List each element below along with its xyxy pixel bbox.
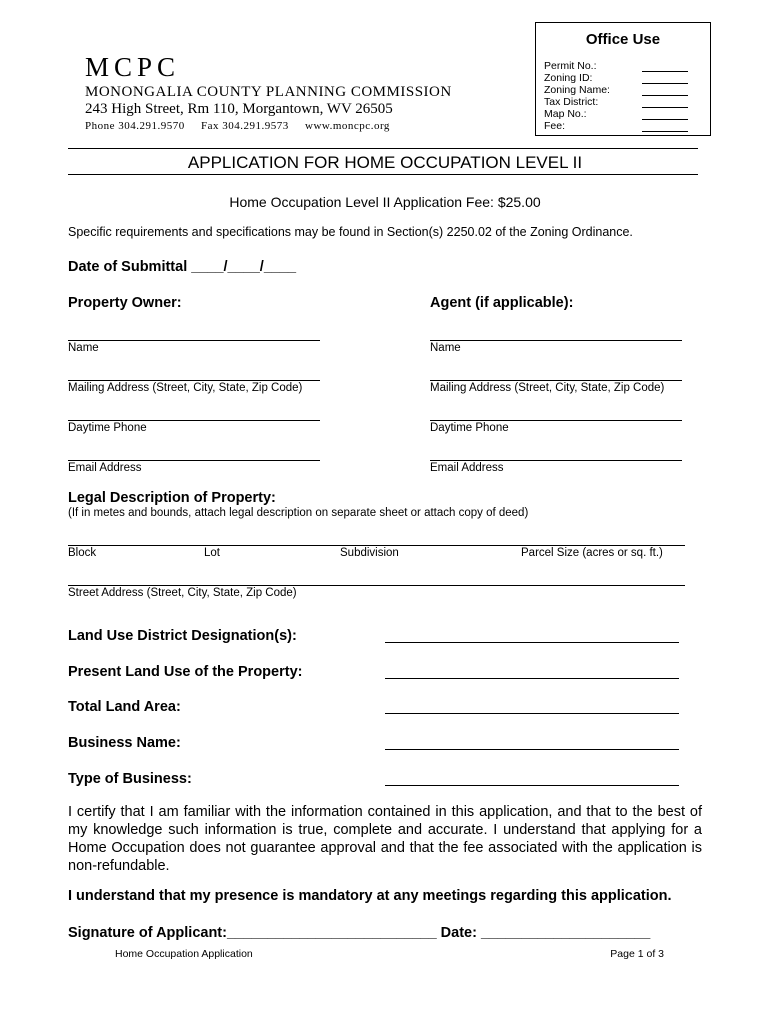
office-field-zoning-name	[544, 84, 704, 96]
title-rule-bottom	[68, 174, 698, 175]
title-rule-top	[68, 148, 698, 149]
office-use-box	[535, 22, 711, 136]
agent-email-label: Email Address	[430, 462, 504, 474]
legal-description-note: (If in metes and bounds, attach legal description on separate sheet or attach copy of deed)	[68, 507, 529, 519]
page-title: APPLICATION FOR HOME OCCUPATION LEVEL II	[187, 153, 583, 172]
business-name-line[interactable]	[385, 749, 679, 750]
owner-phone-line[interactable]	[68, 420, 320, 421]
owner-email-line[interactable]	[68, 460, 320, 461]
agent-address-label: Mailing Address (Street, City, State, Zip Code)	[430, 382, 665, 394]
office-field-tax-district	[544, 96, 704, 108]
land-use-district-label: Land Use District Designation(s):	[68, 628, 297, 644]
type-of-business-label: Type of Business:	[68, 771, 192, 787]
present-land-use-line[interactable]	[385, 678, 679, 679]
property-owner-heading: Property Owner:	[68, 295, 182, 311]
office-field-label: Tax District:	[544, 96, 599, 108]
parcel-size-label: Parcel Size (acres or sq. ft.)	[521, 547, 663, 559]
owner-name-line[interactable]	[68, 340, 320, 341]
office-field-label: Zoning Name:	[544, 84, 610, 96]
agent-email-line[interactable]	[430, 460, 682, 461]
lot-label: Lot	[204, 547, 220, 559]
office-field-label: Fee:	[544, 120, 566, 132]
legal-description-heading: Legal Description of Property:	[68, 490, 276, 506]
agency-logo: MCPC	[85, 52, 181, 82]
total-land-area-label: Total Land Area:	[68, 699, 181, 715]
agency-name: MONONGALIA COUNTY PLANNING COMMISSION	[85, 84, 452, 100]
agent-phone-line[interactable]	[430, 420, 682, 421]
date-of-submittal-field[interactable]: Date of Submittal ____/____/____	[68, 259, 297, 275]
subdivision-label: Subdivision	[340, 547, 399, 559]
agent-phone-label: Daytime Phone	[430, 422, 509, 434]
owner-name-label: Name	[68, 342, 99, 354]
block-label: Block	[68, 547, 97, 559]
requirements-note: Specific requirements and specifications may be found in Section(s) 2250.02 of the Zoning Ordinance.	[68, 225, 633, 239]
owner-address-line[interactable]	[68, 380, 320, 381]
office-field-label: Map No.:	[544, 108, 587, 120]
footer-form-name: Home Occupation Application	[115, 948, 253, 960]
office-field-zoning-id	[544, 72, 704, 84]
agent-name-label: Name	[430, 342, 461, 354]
office-field-line	[642, 131, 688, 132]
office-use-title: Office Use	[585, 31, 661, 48]
agent-address-line[interactable]	[430, 380, 682, 381]
office-field-label: Permit No.:	[544, 60, 597, 72]
agent-name-line[interactable]	[430, 340, 682, 341]
office-field-fee	[544, 120, 704, 132]
owner-phone-label: Daytime Phone	[68, 422, 147, 434]
street-address-label: Street Address (Street, City, State, Zip Code)	[68, 587, 297, 599]
footer-page-number: Page 1 of 3	[610, 948, 664, 960]
street-address-line[interactable]	[68, 585, 685, 586]
agent-heading: Agent (if applicable):	[430, 295, 574, 311]
mandatory-statement: I understand that my presence is mandatory at any meetings regarding this application.	[68, 888, 672, 904]
application-fee: Home Occupation Level II Application Fee: $25.00	[229, 194, 541, 210]
certification-statement: I certify that I am familiar with the information contained in this application, and that to the best of my knowledge such information is true, complete and accurate. I understand that applying for a Home Occupation does not guarantee approval and that the fee associated with the application is non-refundable.	[68, 804, 702, 874]
office-field-map-no	[544, 108, 704, 120]
owner-address-label: Mailing Address (Street, City, State, Zip Code)	[68, 382, 303, 394]
signature-date-field[interactable]: Signature of Applicant:__________________________ Date: _____________________	[68, 925, 651, 941]
agency-contact: Phone 304.291.9570 Fax 304.291.9573 www.moncpc.org	[85, 120, 390, 132]
type-of-business-line[interactable]	[385, 785, 679, 786]
agency-address: 243 High Street, Rm 110, Morgantown, WV 26505	[85, 101, 393, 117]
total-land-area-line[interactable]	[385, 713, 679, 714]
owner-email-label: Email Address	[68, 462, 142, 474]
block-lot-line[interactable]	[68, 545, 685, 546]
office-field-permit	[544, 60, 704, 72]
office-field-label: Zoning ID:	[544, 72, 593, 84]
business-name-label: Business Name:	[68, 735, 181, 751]
present-land-use-label: Present Land Use of the Property:	[68, 664, 303, 680]
land-use-district-line[interactable]	[385, 642, 679, 643]
